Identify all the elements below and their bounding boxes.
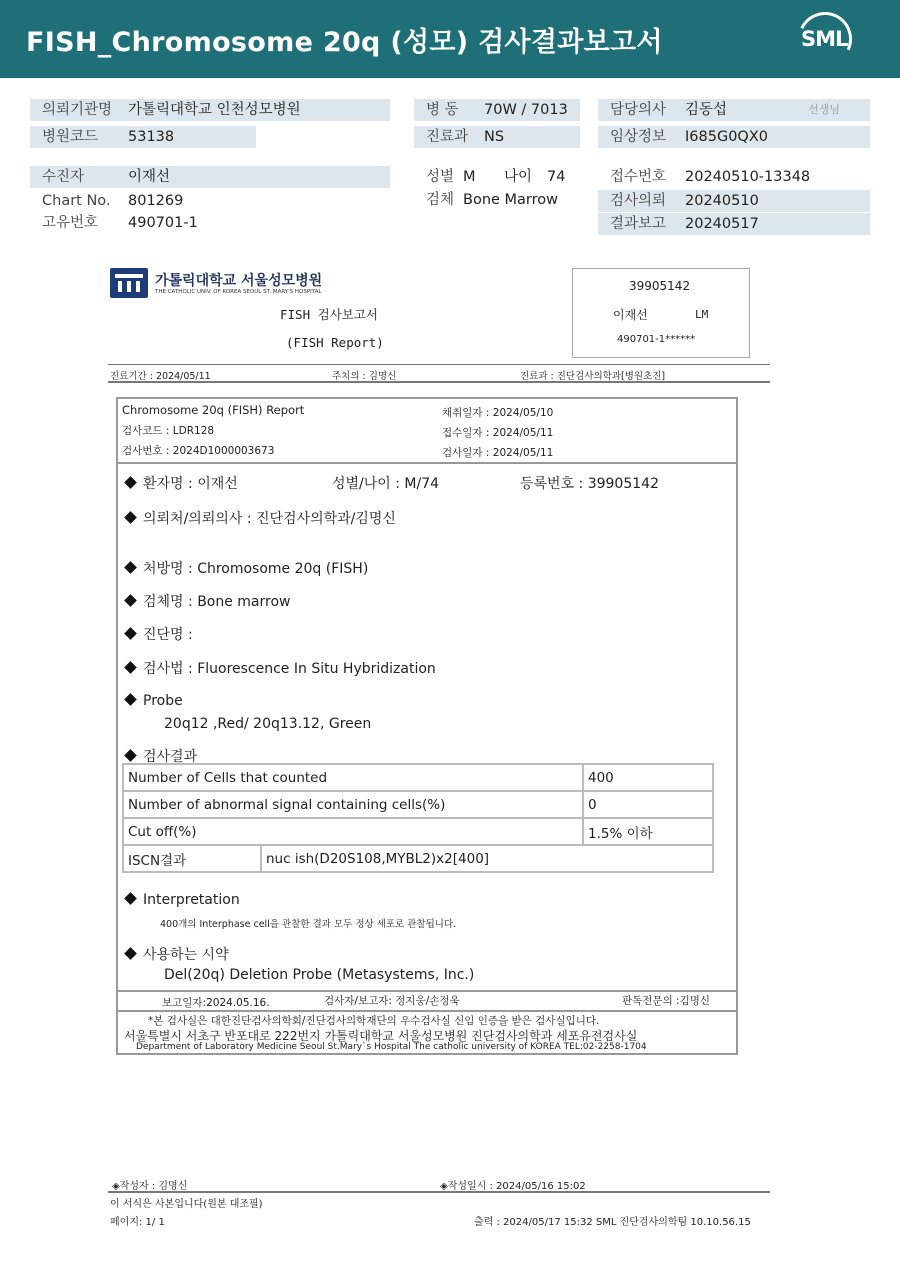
divider	[108, 1191, 770, 1193]
patient-line	[126, 473, 238, 493]
field-value: 70W / 7013	[484, 102, 568, 118]
method-line	[126, 658, 436, 678]
field-value: 20240510	[685, 193, 759, 209]
diamond-icon	[124, 693, 137, 706]
result-label: Cut off(%)	[123, 818, 583, 845]
field-hospital-code	[30, 126, 256, 148]
department: 진료과 : 진단검사의학과[병원초진]	[520, 371, 666, 382]
field-label: 담당의사	[610, 102, 667, 118]
cert-note: *본 검사실은 대한진단검사의학회/진단검사의학재단의 우수검사실 신임 인증을 받은 검사실입니다.	[148, 1015, 600, 1027]
judge: 판독전문의 :김명신	[622, 995, 711, 1007]
field-value: 74	[547, 169, 566, 185]
probe-value: 20q12 ,Red/ 20q13.12, Green	[164, 716, 372, 732]
table-row	[123, 818, 713, 845]
field-label: 접수번호	[610, 169, 667, 185]
sml-logo	[796, 12, 854, 66]
report-title: FISH 검사보고서	[280, 307, 379, 322]
field-label: 병원코드	[42, 129, 99, 145]
field-clinical	[598, 126, 870, 148]
field-value: 이재선	[128, 169, 171, 185]
field-chart	[30, 190, 390, 212]
requester: 의뢰처/의뢰의사 : 진단검사의학과/김명신	[143, 511, 396, 527]
specimen: 검체명 : Bone marrow	[143, 594, 291, 610]
divider	[108, 364, 770, 365]
reagent-value: Del(20q) Deletion Probe (Metasystems, Inc.)	[164, 967, 475, 983]
field-value: 20240517	[685, 216, 759, 232]
diamond-icon	[124, 511, 137, 524]
field-label: 고유번호	[42, 215, 99, 231]
field-label: 진료과	[426, 129, 469, 145]
diagnosis-line	[126, 624, 193, 644]
test-code: 검사코드 : LDR128	[122, 425, 215, 437]
interp-text: 400개의 Interphase cell을 관찰한 결과 모두 정상 세포로 관찰됩니다.	[160, 919, 457, 930]
requester-line	[126, 508, 396, 528]
page-header	[0, 0, 900, 78]
field-value: 20240510-13348	[685, 169, 811, 185]
collect-date: 채취일자 : 2024/05/10	[442, 407, 554, 419]
field-label: 병 동	[426, 102, 459, 118]
report-date: 보고일자:2024.05.16.	[162, 997, 270, 1009]
prescription-line	[126, 558, 368, 578]
fish-report-box	[116, 397, 738, 1055]
result-label: Number of Cells that counted	[123, 764, 583, 791]
field-label: 검체	[426, 192, 455, 208]
field-value: NS	[484, 129, 505, 145]
probe-title: Probe	[143, 693, 183, 709]
period: 진료기간 : 2024/05/11	[110, 371, 211, 382]
result-label: Number of abnormal signal containing cells(%)	[123, 791, 583, 818]
logo-text: SML	[801, 27, 848, 51]
page-title: FISH_Chromosome 20q (성모) 검사결과보고서	[26, 27, 663, 58]
field-value: 김동섭	[685, 102, 728, 118]
field-value: 490701-1	[128, 215, 198, 231]
field-value: M	[463, 169, 476, 185]
id-unique: 490701-1******	[617, 334, 696, 345]
diamond-icon	[124, 661, 137, 674]
iscn-label: ISCN결과	[123, 845, 261, 872]
result-value: 400	[583, 764, 713, 791]
table-row	[123, 845, 713, 872]
table-row	[123, 791, 713, 818]
field-value: 가톨릭대학교 인천성모병원	[128, 102, 301, 118]
reagent-title: 사용하는 시약	[143, 947, 229, 963]
table-row	[123, 764, 713, 791]
field-label: 수진자	[42, 169, 85, 185]
id-reg-no: 39905142	[629, 279, 691, 293]
field-label: 임상정보	[610, 129, 667, 145]
interp-title: Interpretation	[143, 892, 240, 908]
patient-sex-age: 성별/나이 : M/74	[332, 476, 440, 492]
patient-name: 환자명 : 이재선	[143, 476, 238, 492]
iscn-value: nuc ish(D20S108,MYBL2)x2[400]	[261, 845, 713, 872]
test-no: 검사번호 : 2024D1000003673	[122, 445, 275, 457]
divider	[108, 381, 770, 383]
field-sex-age	[414, 166, 580, 188]
field-label: Chart No.	[42, 193, 111, 209]
reagent-line	[126, 944, 229, 964]
field-label: 의뢰기관명	[42, 102, 113, 118]
divider	[118, 990, 736, 992]
field-receipt	[598, 166, 870, 188]
id-code: LM	[695, 308, 709, 321]
hospital-name-en: THE CATHOLIC UNIV. OF KOREA SEOUL ST. MARY'S HOSPITAL	[155, 289, 322, 295]
divider	[118, 1010, 736, 1012]
field-doctor	[598, 99, 870, 121]
field-ward	[414, 99, 580, 121]
field-patient	[30, 166, 390, 188]
physician: 주치의 : 김명신	[332, 371, 397, 382]
prescription: 처방명 : Chromosome 20q (FISH)	[143, 561, 369, 577]
report-title-en: (FISH Report)	[286, 335, 384, 350]
lab-address: 서울특별시 서초구 반포대로 222번지 가톨릭대학교 서울성모병원 진단검사의학과 세포유전검사실	[124, 1029, 638, 1043]
doctor-suffix: 선생님	[808, 103, 840, 116]
probe-line	[126, 693, 183, 709]
page-number: 페이지: 1/ 1	[110, 1217, 165, 1228]
diamond-icon	[124, 476, 137, 489]
receive-date: 접수일자 : 2024/05/11	[442, 427, 554, 439]
field-value: I685G0QX0	[685, 129, 768, 145]
test-date: 검사일자 : 2024/05/11	[442, 447, 554, 459]
printed-at: 출력 : 2024/05/17 15:32 SML 진단검사의학팀 10.10.56.15	[474, 1217, 751, 1228]
diamond-icon	[124, 561, 137, 574]
field-result-report	[598, 213, 870, 235]
hospital-name: 가톨릭대학교 서울성모병원	[155, 273, 323, 289]
written-at: ◈작성일시 : 2024/05/16 15:02	[440, 1181, 586, 1192]
diamond-icon	[124, 627, 137, 640]
divider	[118, 462, 736, 464]
field-label: 결과보고	[610, 216, 667, 232]
tester: 검사자/보고자: 정지웅/손정욱	[324, 995, 460, 1007]
field-value: 53138	[128, 129, 175, 145]
field-unique	[30, 212, 390, 234]
diamond-icon	[124, 594, 137, 607]
field-label: 검사의뢰	[610, 193, 667, 209]
specimen-line	[126, 591, 291, 611]
diamond-icon	[124, 947, 137, 960]
field-dept	[414, 126, 580, 148]
field-value: 801269	[128, 193, 184, 209]
diagnosis: 진단명 :	[143, 627, 193, 643]
patient-id-box	[572, 268, 750, 358]
field-value: Bone Marrow	[463, 192, 559, 208]
interp-line	[126, 892, 240, 908]
report-name: Chromosome 20q (FISH) Report	[122, 403, 305, 417]
id-name: 이재선	[613, 308, 648, 322]
copy-note: 이 서식은 사본입니다(원본 대조필)	[110, 1199, 263, 1210]
result-title: 검사결과	[143, 749, 198, 765]
result-value: 0	[583, 791, 713, 818]
diamond-icon	[124, 749, 137, 762]
lab-address-en: Department of Laboratory Medicine Seoul St.Mary`s Hospital The catholic university of KOREA TEL:02-2258-1704	[136, 1042, 647, 1052]
field-label: 성별	[426, 169, 455, 185]
result-table	[122, 763, 714, 873]
patient-reg-no: 등록번호 : 39905142	[520, 476, 659, 492]
method: 검사법 : Fluorescence In Situ Hybridization	[143, 661, 436, 677]
hospital-logo-icon	[110, 268, 148, 298]
diamond-icon	[124, 892, 137, 905]
field-specimen	[414, 189, 580, 211]
field-institution	[30, 99, 390, 121]
field-request	[598, 190, 870, 212]
field-label: 나이	[504, 169, 533, 185]
author: ◈작성자 : 김명신	[112, 1181, 188, 1192]
result-value: 1.5% 이하	[583, 818, 713, 845]
